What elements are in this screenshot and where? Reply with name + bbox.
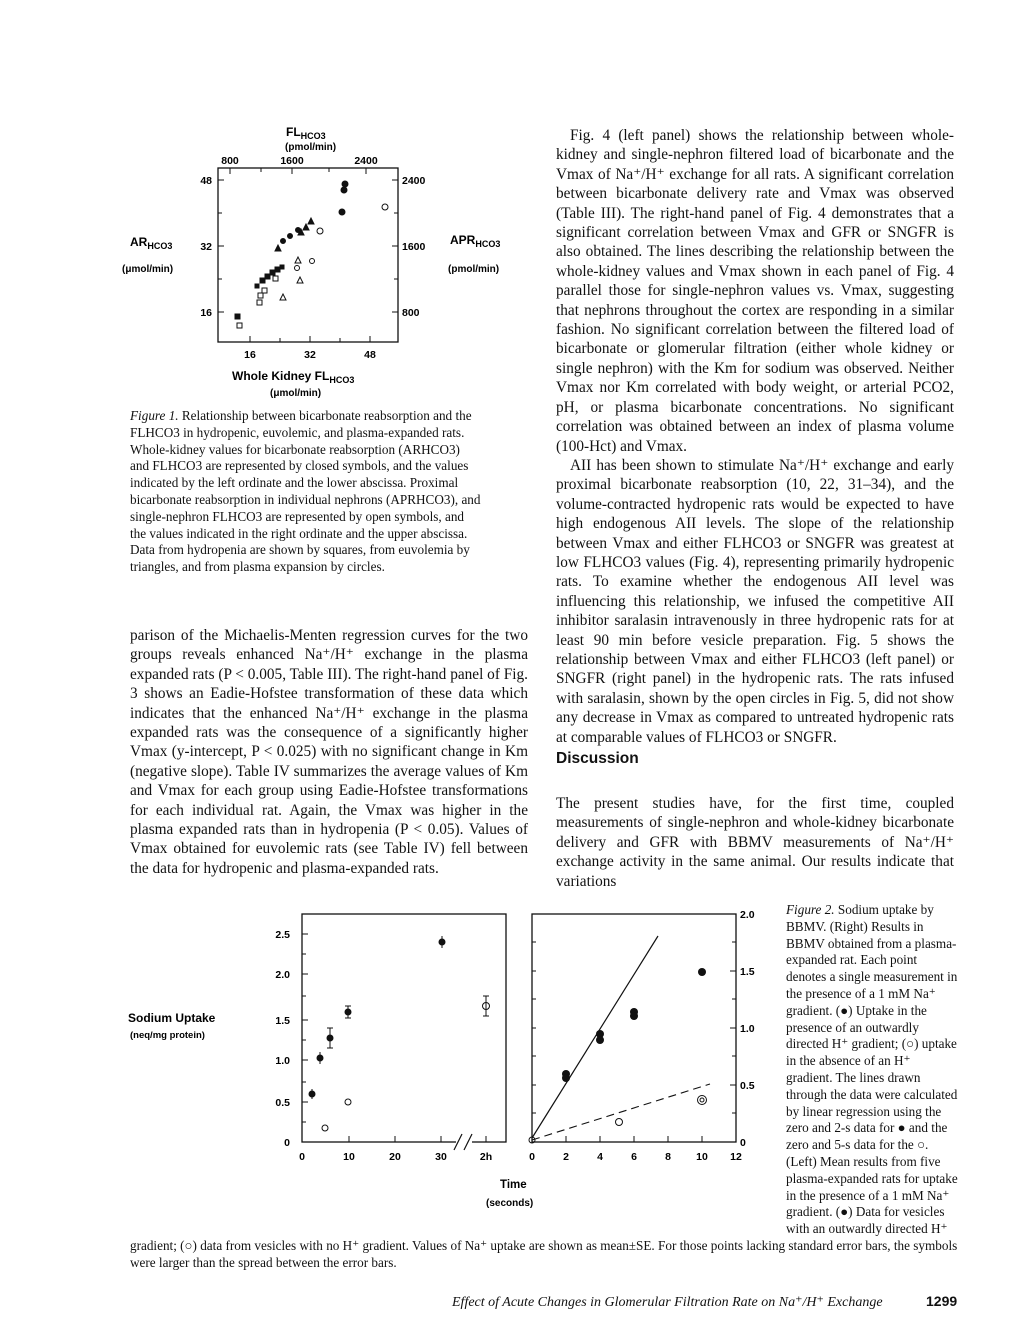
fig2-right-xtick: 2: [563, 1151, 569, 1163]
discussion-heading: Discussion: [556, 750, 639, 767]
fig2-yunit: (neq/mg protein): [130, 1030, 205, 1041]
fig1-right-tick: 2400: [402, 175, 426, 187]
fig2-left-ytick: 0.5: [275, 1097, 290, 1109]
fig1-top-tick: 1600: [280, 155, 304, 167]
fig1-marker: [255, 284, 259, 288]
fig1-bottom-title: Whole Kidney $FL_{HCO3}$: [232, 369, 355, 385]
running-title: Effect of Acute Changes in Glomerular Filtration Rate on Na⁺/H⁺ Exchange: [452, 1295, 883, 1310]
fig1-left-tick: 32: [200, 241, 212, 253]
fig1-top-unit: (pmol/min): [285, 142, 337, 153]
left-paragraph-1: parison of the Michaelis-Menten regression curves for the two groups reveals enhanced Na⁺/H⁺ exchange in the plasma expanded rats (P < 0.005, Table III). The right-hand panel of Fig. 3 shows an Eadie-Hofstee transformation of these data which indicates that the enhanced Na⁺/H⁺ exchange in the plasma expanded rats was the consequence of a significantly higher Vmax (y-intercept, P < 0.025) with no significant change in Km (negative slope). Table IV summarizes the average values of Km and Vmax for each group using Eadie-Hofstee transformations for each individual rat. Again, the Vmax was higher in the plasma expanded rats than in hydropenia (P < 0.05). Values of Vmax obtained for euvolemic rats (see Table IV) fell between the data for hydropenic and plasma-expanded rats.: [130, 627, 528, 877]
fig1-marker: [342, 181, 348, 187]
fig1-marker: [235, 314, 240, 319]
fig2-right-ytick: 0.5: [740, 1080, 755, 1092]
fig2-left-xtick: 2h: [479, 1151, 493, 1163]
fig1-top-title: $FL_{HCO3}$: [286, 125, 326, 141]
fig2-left-ytick: 1.5: [275, 1015, 290, 1027]
fig2-ylabel: Sodium Uptake: [128, 1011, 216, 1025]
fig1-marker: [280, 294, 286, 300]
fig1-marker: [265, 274, 270, 279]
fig1-bottom-tick: 32: [304, 349, 316, 361]
fig2-xunit: (seconds): [486, 1198, 534, 1209]
fig1-marker: [275, 245, 281, 251]
fig1-top-tick: 800: [221, 155, 239, 167]
fig1-right-label: $APR_{HCO3}$: [450, 233, 501, 249]
fig1-marker: [281, 239, 286, 244]
fig1-left-tick: 16: [200, 307, 212, 319]
fig2-xlabel: Time: [500, 1179, 527, 1191]
fig1-left-tick: 48: [200, 175, 212, 187]
fig2-right-ytick: 1.0: [740, 1023, 755, 1035]
figure-2-caption-spacer: [130, 902, 786, 1228]
fig1-markers: [235, 181, 348, 319]
fig2-right-ytick: 0: [740, 1137, 746, 1149]
right-paragraph-1: Fig. 4 (left panel) shows the relationship between whole-kidney and single-nephron filtered load of bicarbonate and the Vmax of Na⁺/H⁺ exchange for all rats. A significant correlation between bicarbonate delivery rate and Vmax was observed (Table III). The right-hand panel of Fig. 4 demonstrates that a significant correlation between Vmax and GFR or SNGFR is also obtained. The lines describing the relationship between the whole-kidney values and Vmax shown in each panel of Fig. 4 parallel those for single-nephron values vs. Vmax, suggesting that nephrons throughout the cortex are responding in a similar fashion. No significant correlation between the filtered load of bicarbonate or glomerular filtration (either whole kidney or single nephron) with the Km for sodium was observed. Neither Vmax nor Km correlated with body weight, or arterial PCO2, pH, or plasma bicarbonate concentrations. No significant correlation was obtained between an index of plasma volume (100-Hct) and Vmax.: [556, 127, 954, 455]
fig1-marker: [258, 293, 263, 298]
fig1-marker: [237, 323, 242, 328]
fig1-marker: [341, 187, 347, 193]
right-column-lower: [556, 794, 954, 891]
fig1-left-label: $AR_{HCO3}$: [130, 235, 173, 251]
fig1-marker: [310, 259, 315, 264]
fig2-right-ytick: 1.5: [740, 966, 755, 978]
fig2-right-xtick: 12: [730, 1151, 742, 1163]
figure-1-caption-label: Figure 1.: [130, 408, 179, 423]
fig2-left-xtick: 0: [299, 1151, 305, 1163]
figure-2-caption-text: Sodium uptake by BBMV. (Right) Results in BBMV obtained from a plasma-expanded rat. Each point denotes a single measurement in the presence of a 1 mM Na⁺ gradient. (●) Uptake in the presence of an outwardly directed H⁺ gradient; (○) uptake in the absence of an H⁺ gradient. The lines drawn through the data were calculated by linear regression using the zero and 2-s data for ● and the zero and 5-s data for the ○. (Left) Mean results from five plasma-expanded rats for uptake in the presence of a 1 mM Na⁺ gradient. (●) Data for vesicles with an outwardly directed H⁺ gradient; (○) data from vesicles with no H⁺ gradient. Values of Na⁺ uptake are shown as mean±SE. For those points lacking standard error bars, the symbols were larger than the spread between the error bars.: [130, 902, 958, 1270]
fig1-marker: [262, 288, 267, 293]
figure-1: [120, 118, 540, 398]
fig2-left-ytick: 2.0: [275, 969, 290, 981]
fig1-marker: [295, 266, 300, 271]
fig2-right-ytick: 2.0: [740, 909, 755, 921]
fig1-marker: [303, 224, 309, 230]
fig1-marker: [382, 204, 388, 210]
fig1-marker: [273, 276, 278, 281]
right-paragraph-3: The present studies have, for the first time, coupled measurements of single-nephron and whole-kidney bicarbonate delivery and GFR with BBMV measurements of Na⁺/H⁺ exchange activity in the same animal. Our results indicate that variations: [556, 795, 954, 890]
fig1-marker: [260, 278, 265, 283]
fig1-bottom-tick: 16: [244, 349, 256, 361]
fig1-right-tick: 1600: [402, 241, 426, 253]
figure-1-caption: [130, 408, 482, 576]
fig2-right-xtick: 0: [529, 1151, 535, 1163]
fig2-right-xtick: 4: [597, 1151, 603, 1163]
fig1-top-tick: 2400: [354, 155, 378, 167]
right-paragraph-2: AII has been shown to stimulate Na⁺/H⁺ exchange and early proximal bicarbonate reabsorption (10, 22, 31–34), and the volume-contracted hydropenic rats would be expected to have high endogenous AII levels. The slope of the relationship between Vmax and either FLHCO3 or SNGFR was greatest at low FLHCO3 values (Fig. 4), representing primarily hydropenic rats. To examine whether the endogenous AII level was influencing this relationship, we infused the competitive AII inhibitor saralasin intravenously in three hydropenic rats for at least 90 min before vesicle preparation. Fig. 5 shows the relationship between Vmax and either FLHCO3 (left panel) or SNGFR (right panel) in the hydropenic rats. The rats infused with saralasin, shown by the open circles in Fig. 5, did not show any decrease in Vmax as compared to untreated hydropenic rats at comparable values of FLHCO3 or SNGFR.: [556, 456, 954, 746]
fig1-plot-frame: [218, 168, 398, 342]
fig1-marker: [308, 218, 314, 224]
fig2-left-ytick: 1.0: [275, 1055, 290, 1067]
fig2-left-ytick: 0: [284, 1137, 290, 1149]
fig1-marker: [288, 234, 293, 239]
figure-1-caption-text: Relationship between bicarbonate reabsorption and the FLHCO3 in hydropenic, euvolemic, and plasma-expanded rats. Whole-kidney values for bicarbonate reabsorption (ARHCO3) and FLHCO3 are represented by closed symbols, and the values indicated by the left ordinate and the lower abscissa. Proximal bicarbonate reabsorption in individual nephrons (APRHCO3), and single-nephron FLHCO3 are represented by open symbols, and the values indicated in the right ordinate and the upper abscissa. Data from hydropenia are shown by squares, from euvolemia by triangles, and from plasma expansion by circles.: [130, 408, 481, 575]
fig2-left-ytick: 2.5: [275, 929, 290, 941]
fig1-bottom-unit: (μmol/min): [270, 388, 322, 398]
left-column: [130, 626, 528, 878]
fig1-marker: [297, 277, 303, 283]
fig1-right-unit: (pmol/min): [448, 264, 500, 275]
figure-2-caption-label: Figure 2.: [786, 902, 835, 917]
fig1-right-tick: 800: [402, 307, 420, 319]
fig2-left-xtick: 20: [389, 1151, 401, 1163]
fig1-marker: [257, 300, 262, 305]
fig2-left-xtick: 30: [435, 1151, 447, 1163]
fig2-right-xtick: 8: [665, 1151, 671, 1163]
fig1-marker: [270, 270, 275, 275]
right-column: [556, 126, 954, 747]
fig1-marker: [317, 228, 323, 234]
fig1-marker: [339, 209, 345, 215]
fig1-marker: [280, 265, 284, 269]
page-number: 1299: [926, 1293, 958, 1309]
fig1-left-unit: (μmol/min): [122, 264, 174, 275]
fig2-right-xtick: 6: [631, 1151, 637, 1163]
figure-2-caption: [130, 902, 960, 1272]
fig1-bottom-tick: 48: [364, 349, 376, 361]
fig1-marker: [275, 267, 280, 272]
fig1-marker: [296, 228, 301, 233]
fig2-right-xtick: 10: [696, 1151, 708, 1163]
fig1-marker: [295, 257, 301, 263]
fig2-left-xtick: 10: [343, 1151, 355, 1163]
